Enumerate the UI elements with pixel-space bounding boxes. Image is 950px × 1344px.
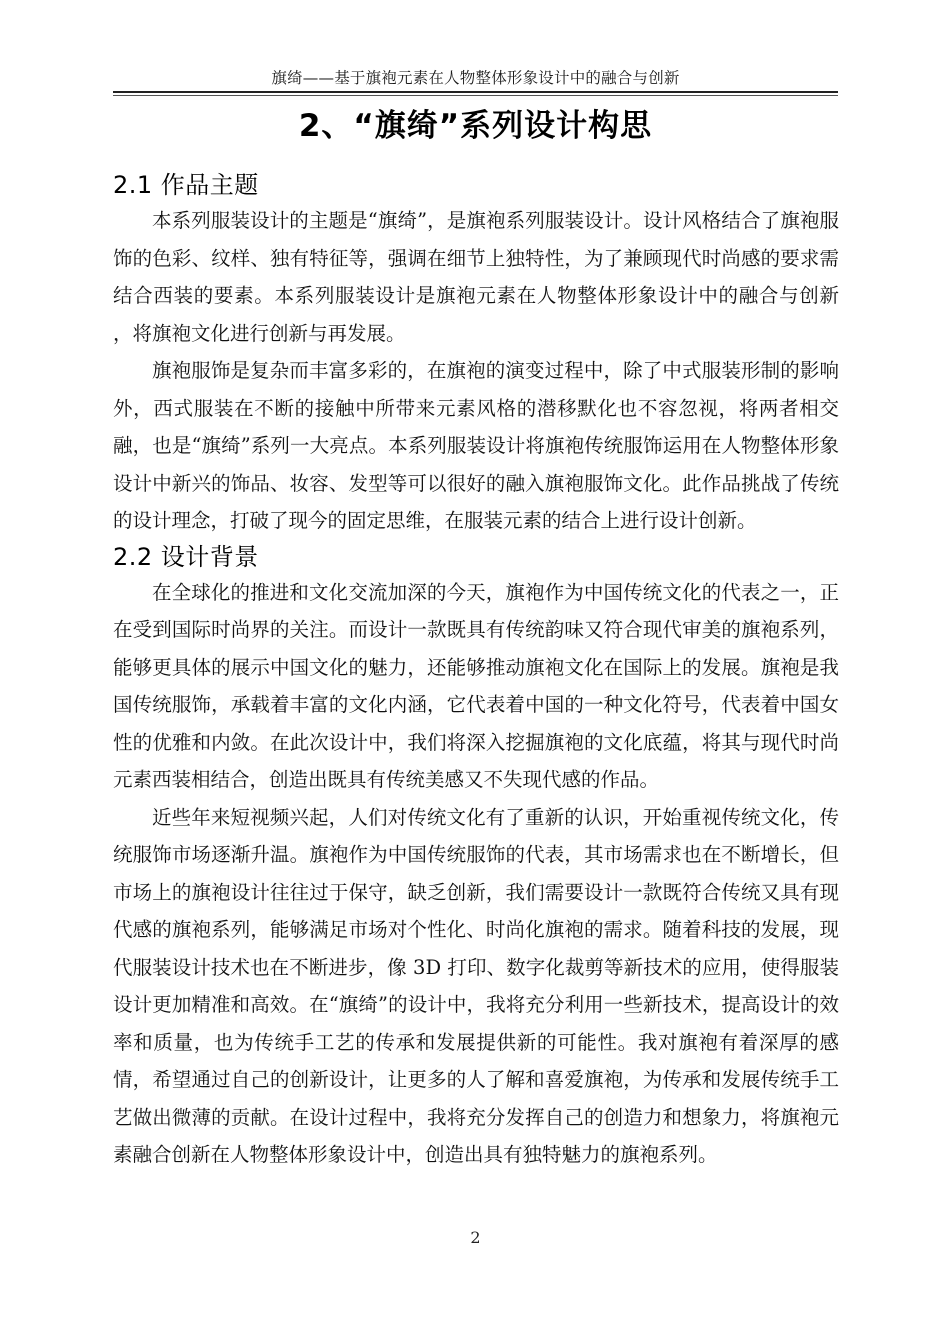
paragraph: 在全球化的推进和文化交流加深的今天，旗袍作为中国传统文化的代表之一，正在受到国际时尚界的关注。而设计一款既具有传统韵味又符合现代审美的旗袍系列，能够更具体的展示中国文化的魅力，还能够推动旗袍文化在国际上的发展。旗袍是我国传统服饰，承载着丰富的文化内涵，它代表着中国的一种文化符号，代表着中国女性的优雅和内敛。在此次设计中，我们将深入挖掘旗袍的文化底蕴，将其与现代时尚元素西装相结合，创造出既具有传统美感又不失现代感的作品。	[113, 580, 839, 791]
section-heading-2-2: 2.2 设计背景	[113, 542, 259, 571]
running-title: 旗绮——基于旗袍元素在人物整体形象设计中的融合与创新	[271, 69, 680, 87]
paragraph: 近些年来短视频兴起，人们对传统文化有了重新的认识，开始重视传统文化，传统服饰市场逐渐升温。旗袍作为中国传统服饰的代表，其市场需求也在不断增长，但市场上的旗袍设计往往过于保守，缺乏创新，我们需要设计一款既符合传统又具有现代感的旗袍系列，能够满足市场对个性化、时尚化旗袍的需求。随着科技的发展，现代服装设计技术也在不断进步，像 3D 打印、数字化裁剪等新技术的应用，使得服装设计更加精准和高效。在“旗绮”的设计中，我将充分利用一些新技术，提高设计的效率和质量，也为传统手工艺的传承和发展提供新的可能性。我对旗袍有着深厚的感情，希望通过自己的创新设计，让更多的人了解和喜爱旗袍，为传承和发展传统手工艺做出微薄的贡献。在设计过程中，我将充分发挥自己的创造力和想象力，将旗袍元素融合创新在人物整体形象设计中，创造出具有独特魅力的旗袍系列。	[113, 805, 839, 1166]
page-number: 2	[470, 1228, 481, 1247]
page-footer	[113, 1228, 838, 1248]
paragraph: 本系列服装设计的主题是“旗绮”，是旗袍系列服装设计。设计风格结合了旗袍服饰的色彩、纹样、独有特征等，强调在细节上独特性，为了兼顾现代时尚感的要求需结合西装的要素。本系列服装设计是旗袍元素在人物整体形象设计中的融合与创新 ，将旗袍文化进行创新与再发展。	[113, 209, 839, 345]
section-heading-2-1: 2.1 作品主题	[113, 171, 259, 199]
paragraph: 旗袍服饰是复杂而丰富多彩的，在旗袍的演变过程中，除了中式服装形制的影响外，西式服装在不断的接触中所带来元素风格的潜移默化也不容忽视，将两者相交融，也是“旗绮”系列一大亮点。本系列服装设计将旗袍传统服饰运用在人物整体形象设计中新兴的饰品、妆容、发型等可以很好的融入旗袍服饰文化。此作品挑战了传统的设计理念，打破了现今的固定思维，在服装元素的结合上进行设计创新。	[113, 359, 839, 532]
header-divider	[113, 91, 838, 96]
page-header	[113, 68, 838, 96]
document-body	[113, 168, 839, 1174]
page-title: 2、“旗绮”系列设计构思	[298, 108, 653, 144]
